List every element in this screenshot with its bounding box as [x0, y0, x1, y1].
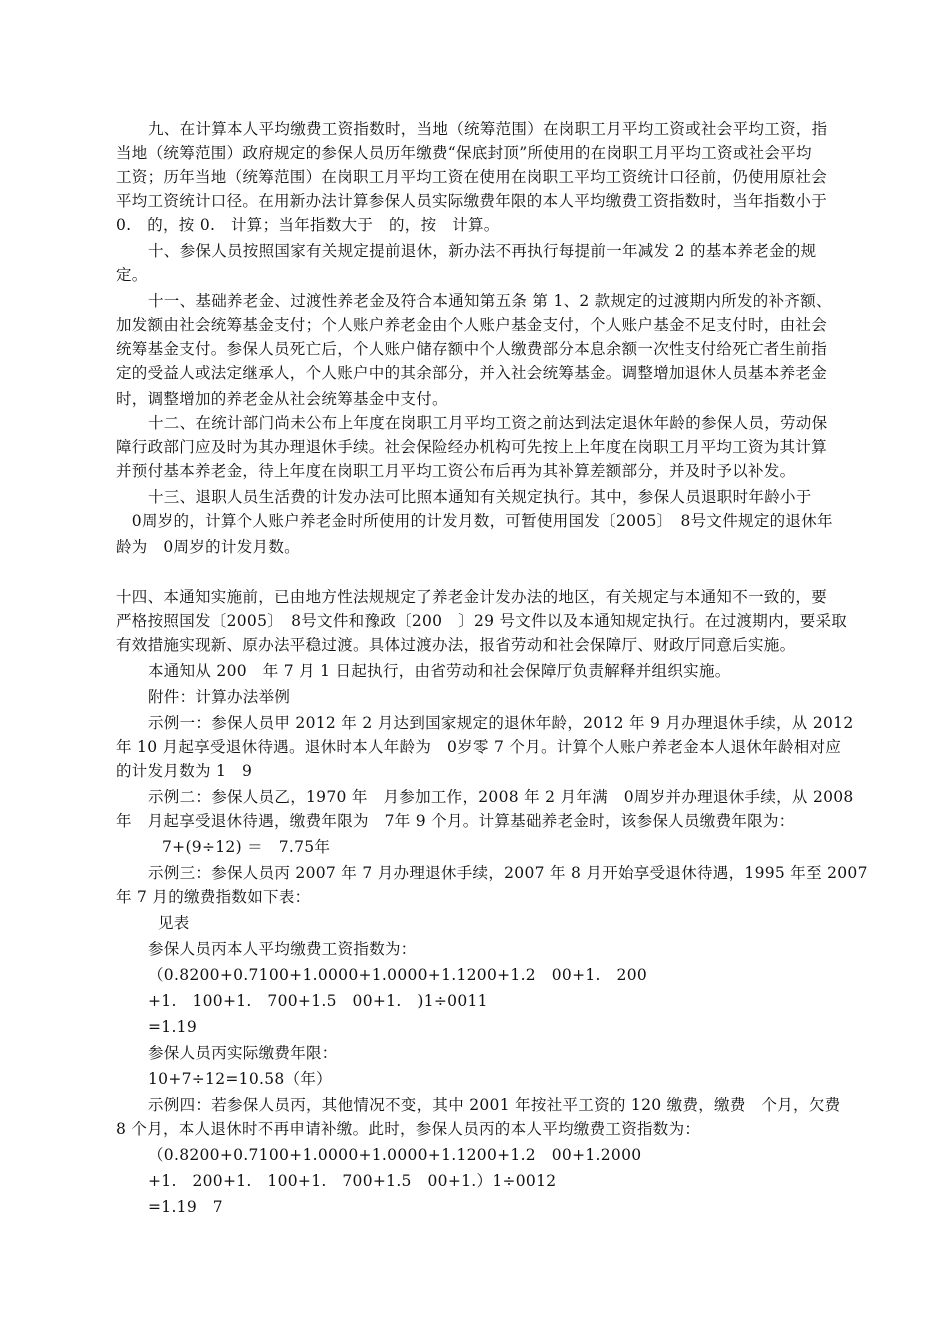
paragraph-10-line-1: 十、参保人员按照国家有关规定提前退休，新办法不再执行每提前一年减发 2 的基本养老金的规	[148, 242, 817, 260]
paragraph-11-line-5: 时，调整增加的养老金从社会统筹基金中支付。	[116, 390, 448, 408]
paragraph-9-line-2: 当地（统筹范围）政府规定的参保人员历年缴费“保底封顶”所使用的在岗职工月平均工资或社会平均	[116, 144, 812, 162]
example-4-formula-result: =1.19 7	[148, 1198, 223, 1216]
paragraph-9-line-5: 0. 的，按 0. 计算；当年指数大于 的，按 计算。	[116, 216, 500, 234]
paragraph-14-line-3: 有效措施实现新、原办法平稳过渡。具体过渡办法，报省劳动和社会保障厅、财政厅同意后实施。	[116, 636, 796, 654]
paragraph-9-line-4: 平均工资统计口径。在用新办法计算参保人员实际缴费年限的本人平均缴费工资指数时，当年指数小于	[116, 192, 828, 210]
paragraph-11-line-1: 十一、基础养老金、过渡性养老金及符合本通知第五条 第 1、2 款规定的过渡期内所发的补齐额、	[148, 292, 832, 310]
example-2-line-1: 示例二：参保人员乙，1970 年 月参加工作，2008 年 2 月年满 0周岁并办理退休手续，从 2008	[148, 788, 854, 806]
example-2-formula: 7+(9÷12) ＝ 7.75年	[162, 838, 331, 856]
example-1-line-3: 的计发月数为 1 9	[116, 762, 253, 780]
example-4-formula-line-1: （0.8200+0.7100+1.0000+1.0000+1.1200+1.2 00+1.2000	[148, 1146, 642, 1164]
attachment-title: 附件：计算办法举例	[148, 688, 291, 706]
example-1-line-2: 年 10 月起享受退休待遇。退休时本人年龄为 0岁零 7 个月。计算个人账户养老金本人退休年龄相对应	[116, 738, 842, 756]
paragraph-13-line-2: 0周岁的，计算个人账户养老金时所使用的计发月数，可暂使用国发〔2005〕 8号文件规定的退休年	[116, 512, 833, 530]
example-3-formula-line-2: +1. 100+1. 700+1.5 00+1. )1÷0011	[148, 992, 488, 1010]
example-3-index-heading: 参保人员丙本人平均缴费工资指数为：	[148, 940, 417, 958]
paragraph-11-line-3: 统筹基金支付。参保人员死亡后，个人账户储存额中个人缴费部分本息余额一次性支付给死亡者生前指	[116, 340, 828, 358]
paragraph-11-line-4: 定的受益人或法定继承人，个人账户中的其余部分，并入社会统筹基金。调整增加退休人员基本养老金	[116, 364, 828, 382]
example-3-line-2: 年 7 月的缴费指数如下表：	[116, 888, 311, 906]
paragraph-13-line-3: 龄为 0周岁的计发月数。	[116, 538, 300, 556]
example-1-line-1: 示例一：参保人员甲 2012 年 2 月达到国家规定的退休年龄，2012 年 9 月办理退休手续，从 2012	[148, 714, 854, 732]
example-3-years-heading: 参保人员丙实际缴费年限：	[148, 1044, 338, 1062]
example-3-years-formula: 10+7÷12=10.58（年）	[148, 1070, 332, 1088]
paragraph-12-line-1: 十二、在统计部门尚未公布上年度在岗职工月平均工资之前达到法定退休年龄的参保人员，劳动保	[148, 414, 828, 432]
paragraph-9-line-3: 工资；历年当地（统筹范围）在岗职工月平均工资在使用在岗职工平均工资统计口径前，仍使用原社会	[116, 168, 828, 186]
paragraph-14-line-2: 严格按照国发〔2005〕 8号文件和豫政〔200 〕29 号文件以及本通知规定执行。在过渡期内，要采取	[116, 612, 848, 630]
paragraph-10-line-2: 定。	[116, 266, 148, 284]
paragraph-9-line-1: 九、在计算本人平均缴费工资指数时，当地（统筹范围）在岗职工月平均工资或社会平均工资，指	[148, 120, 828, 138]
paragraph-13-line-1: 十三、退职人员生活费的计发办法可比照本通知有关规定执行。其中，参保人员退职时年龄小于	[148, 488, 812, 506]
example-3-formula-result: =1.19	[148, 1018, 197, 1036]
paragraph-12-line-2: 障行政部门应及时为其办理退休手续。社会保险经办机构可先按上上年度在岗职工月平均工资为其计算	[116, 438, 828, 456]
example-3-line-1: 示例三：参保人员丙 2007 年 7 月办理退休手续，2007 年 8 月开始享受退休待遇，1995 年至 2007	[148, 864, 868, 882]
paragraph-14-line-1: 十四、本通知实施前，已由地方性法规规定了养老金计发办法的地区，有关规定与本通知不一致的，要	[116, 588, 828, 606]
example-4-line-1: 示例四：若参保人员丙，其他情况不变，其中 2001 年按社平工资的 120 缴费，缴费 个月，欠费	[148, 1096, 841, 1114]
example-3-formula-line-1: （0.8200+0.7100+1.0000+1.0000+1.1200+1.2 00+1. 200	[148, 966, 648, 984]
example-4-line-2: 8 个月，本人退休时不再申请补缴。此时，参保人员丙的本人平均缴费工资指数为：	[116, 1120, 701, 1138]
example-2-line-2: 年 月起享受退休待遇，缴费年限为 7年 9 个月。计算基础养老金时，该参保人员缴费年限为：	[116, 812, 795, 830]
effective-date-line: 本通知从 200 年 7 月 1 日起执行，由省劳动和社会保障厅负责解释并组织实施。	[148, 662, 731, 680]
paragraph-12-line-3: 并预付基本养老金，待上年度在岗职工月平均工资公布后再为其补算差额部分，并及时予以补发。	[116, 462, 796, 480]
paragraph-11-line-2: 加发额由社会统筹基金支付；个人账户养老金由个人账户基金支付，个人账户基金不足支付时，由社会	[116, 316, 828, 334]
example-4-formula-line-2: +1. 200+1. 100+1. 700+1.5 00+1.）1÷0012	[148, 1172, 557, 1190]
see-table-note: 见表	[158, 914, 190, 932]
